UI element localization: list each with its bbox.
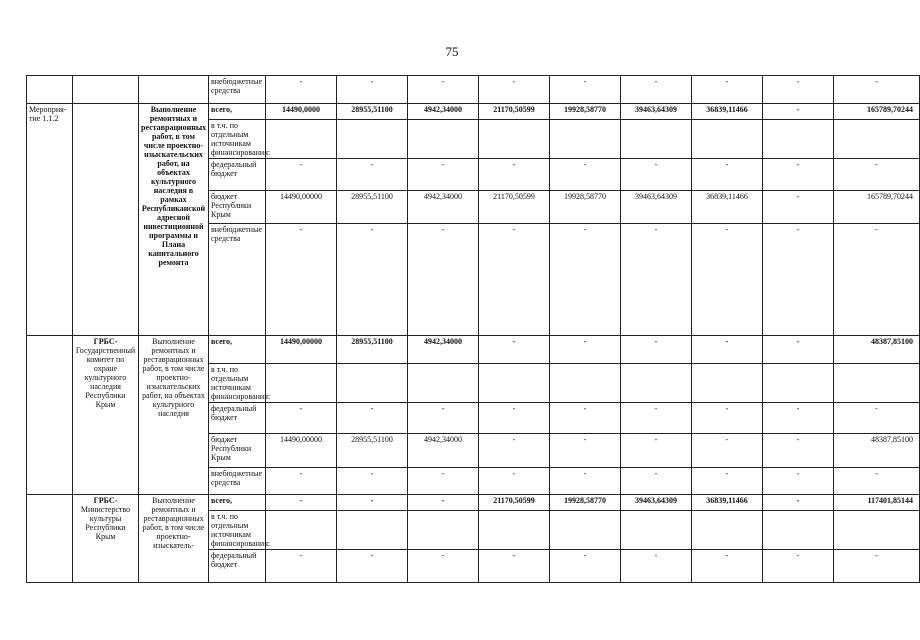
value-cell: -	[692, 550, 763, 583]
value-cell: -	[266, 468, 337, 495]
event-id-cell	[27, 495, 73, 583]
value-cell: 39463,64309	[621, 191, 692, 224]
value-cell: -	[479, 403, 550, 434]
value-cell: 19928,58770	[550, 495, 621, 511]
value-cell: -	[621, 403, 692, 434]
value-cell: -	[266, 550, 337, 583]
source-label: федеральный бюджет	[209, 550, 266, 583]
source-label: всего,	[209, 104, 266, 120]
grbs-name: ГРБС-	[93, 337, 118, 346]
source-label: бюджет Республики Крым	[209, 191, 266, 224]
value-cell: 48387,85100	[834, 434, 920, 468]
value-cell: -	[621, 159, 692, 191]
value-cell: 117401,85144	[834, 495, 920, 511]
grbs-cell	[73, 76, 139, 104]
value-cell: -	[550, 159, 621, 191]
value-cell: -	[692, 403, 763, 434]
value-cell: -	[550, 224, 621, 336]
value-cell: -	[266, 159, 337, 191]
value-cell: 21170,50599	[479, 104, 550, 120]
description-cell	[139, 76, 209, 104]
grbs-name: ГРБС-	[93, 496, 118, 505]
value-cell: -	[692, 336, 763, 364]
value-cell: -	[337, 403, 408, 434]
source-label: в т.ч. по отдельным источникам финансирования:	[209, 120, 266, 159]
value-cell: 165789,70244	[834, 191, 920, 224]
value-cell: -	[834, 159, 920, 191]
value-cell: -	[408, 159, 479, 191]
value-cell: -	[266, 495, 337, 511]
source-label: федеральный бюджет	[209, 159, 266, 191]
value-cell: -	[763, 336, 834, 364]
value-cell: -	[337, 468, 408, 495]
grbs-cell	[73, 336, 139, 495]
value-cell: -	[834, 76, 920, 104]
value-cell: -	[337, 159, 408, 191]
value-cell: -	[763, 76, 834, 104]
value-cell: 21170,50599	[479, 495, 550, 511]
value-cell: -	[763, 159, 834, 191]
source-label: бюджет Республики Крым	[209, 434, 266, 468]
value-cell: -	[763, 434, 834, 468]
value-cell: -	[692, 224, 763, 336]
value-cell: -	[834, 468, 920, 495]
value-cell: -	[408, 468, 479, 495]
source-label: в т.ч. по отдельным источникам финансирования:	[209, 511, 266, 550]
value-cell: 28955,51100	[337, 336, 408, 364]
value-cell: -	[692, 76, 763, 104]
grbs-organization: Государственный комитет по охране культурного наследия Республики Крым	[75, 346, 136, 409]
value-cell: -	[763, 468, 834, 495]
value-cell: 14490,00000	[266, 434, 337, 468]
value-cell: -	[621, 224, 692, 336]
value-cell: -	[266, 224, 337, 336]
source-label: внебюджетные средства	[209, 468, 266, 495]
value-cell: 19928,58770	[550, 104, 621, 120]
value-cell: -	[408, 224, 479, 336]
page-number: 75	[445, 44, 459, 59]
value-cell: -	[763, 550, 834, 583]
value-cell: -	[550, 403, 621, 434]
value-cell: 39463,64309	[621, 104, 692, 120]
value-cell: -	[337, 224, 408, 336]
value-cell: 21170,50599	[479, 191, 550, 224]
value-cell: -	[621, 550, 692, 583]
value-cell: -	[408, 550, 479, 583]
value-cell: -	[621, 76, 692, 104]
grbs-cell	[73, 104, 139, 336]
value-cell: 4942,34000	[408, 336, 479, 364]
value-cell: -	[550, 336, 621, 364]
value-cell: -	[479, 434, 550, 468]
value-cell: -	[763, 104, 834, 120]
value-cell: 14490,00000	[266, 336, 337, 364]
value-cell: -	[763, 403, 834, 434]
value-cell: 39463,64309	[621, 495, 692, 511]
value-cell: 36839,11466	[692, 191, 763, 224]
event-id-cell	[27, 76, 73, 104]
value-cell: -	[692, 159, 763, 191]
value-cell: -	[763, 495, 834, 511]
value-cell: 28955,51100	[337, 434, 408, 468]
table-row	[27, 336, 920, 364]
event-description: Выполнение ремонтных и реставрационных работ, в том числе проектно-изыскатель-	[139, 495, 209, 583]
budget-table	[26, 75, 920, 583]
value-cell: -	[834, 224, 920, 336]
value-cell: 36839,11466	[692, 104, 763, 120]
value-cell: -	[621, 336, 692, 364]
value-cell: -	[834, 403, 920, 434]
value-cell: -	[337, 495, 408, 511]
event-id-cell	[27, 336, 73, 495]
value-cell: 14490,0000	[266, 104, 337, 120]
source-label: внебюджетные средства	[209, 224, 266, 336]
value-cell: -	[763, 224, 834, 336]
event-id: Мероприя-тие 1.1.2	[27, 104, 73, 336]
value-cell: -	[479, 468, 550, 495]
value-cell: -	[550, 550, 621, 583]
value-cell: -	[621, 434, 692, 468]
source-label: внебюджетные средства	[209, 76, 266, 104]
value-cell: -	[408, 403, 479, 434]
value-cell: 28955,51100	[337, 104, 408, 120]
value-cell: 4942,34000	[408, 434, 479, 468]
table-row	[27, 76, 920, 104]
grbs-cell	[73, 495, 139, 583]
value-cell: -	[479, 159, 550, 191]
value-cell: -	[550, 434, 621, 468]
value-cell: -	[408, 76, 479, 104]
value-cell: -	[479, 550, 550, 583]
event-description: Выполнение ремонтных и реставрационных работ, в том числе проектно-изыскательских работ, на объектах культурного наследия	[139, 336, 209, 495]
source-label: всего,	[209, 495, 266, 511]
value-cell: -	[337, 550, 408, 583]
value-cell: -	[479, 336, 550, 364]
value-cell: -	[692, 434, 763, 468]
source-label: федеральный бюджет	[209, 403, 266, 434]
source-label: всего,	[209, 336, 266, 364]
value-cell: -	[550, 468, 621, 495]
value-cell: -	[763, 191, 834, 224]
table-row	[27, 104, 920, 120]
value-cell: -	[479, 224, 550, 336]
value-cell: -	[266, 403, 337, 434]
value-cell: -	[479, 76, 550, 104]
source-label: в т.ч. по отдельным источникам финансирования:	[209, 364, 266, 403]
value-cell: -	[266, 76, 337, 104]
value-cell: -	[408, 495, 479, 511]
value-cell: -	[692, 468, 763, 495]
value-cell: 14490,00000	[266, 191, 337, 224]
table-row	[27, 495, 920, 511]
value-cell: -	[621, 468, 692, 495]
value-cell: 36839,11466	[692, 495, 763, 511]
value-cell: 4942,34000	[408, 191, 479, 224]
value-cell: -	[834, 550, 920, 583]
value-cell: 28955,51100	[337, 191, 408, 224]
grbs-organization: Министерство культуры Республики Крым	[80, 505, 131, 541]
value-cell: -	[337, 76, 408, 104]
value-cell: 48387,85100	[834, 336, 920, 364]
value-cell: 165789,70244	[834, 104, 920, 120]
value-cell: -	[550, 76, 621, 104]
event-description: Выполнение ремонтных и реставрационных работ, в том числе проектно-изыскательских работ, на объектах культурного наследия в рамках Республиканской адресной инвестиционной программы и Плана капитального ремонта	[139, 104, 209, 336]
value-cell: 19928,58770	[550, 191, 621, 224]
value-cell: 4942,34000	[408, 104, 479, 120]
